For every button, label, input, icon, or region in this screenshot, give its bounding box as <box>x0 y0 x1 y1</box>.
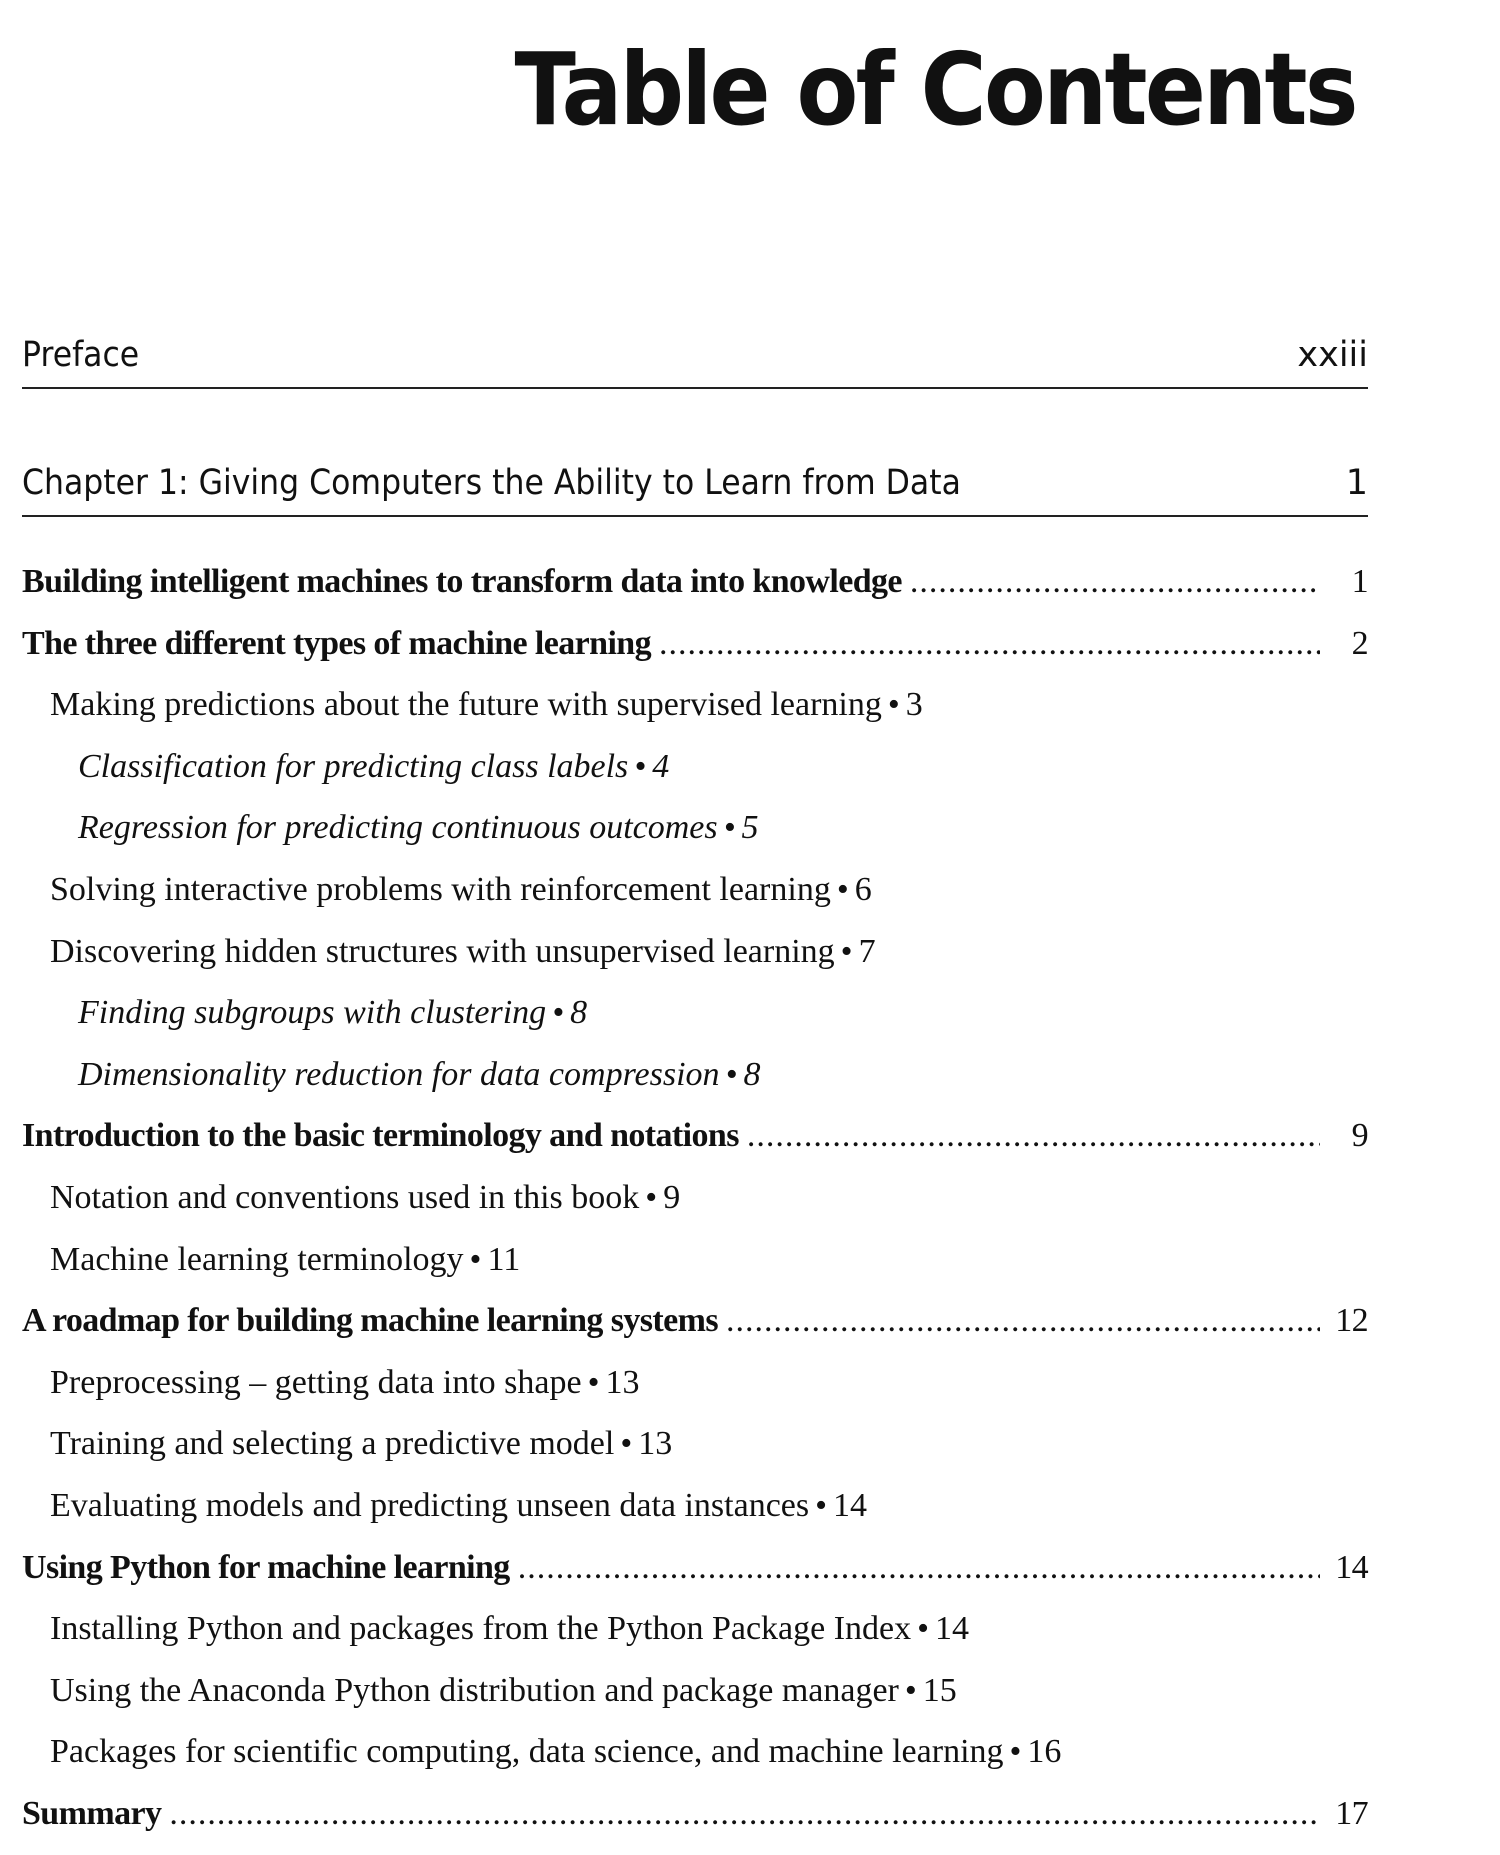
toc-subsection-entry[interactable] <box>22 685 1368 747</box>
toc-subsection-title: Packages for scientific computing, data science, and machine learning <box>50 1733 1004 1771</box>
toc-subsection-page: 14 <box>833 1486 868 1524</box>
bullet-separator: • <box>917 1610 930 1648</box>
toc-section-title: Building intelligent machines to transform data into knowledge <box>22 563 902 600</box>
toc-subsection-entry[interactable] <box>22 1363 1368 1425</box>
bullet-separator: • <box>645 1178 658 1216</box>
toc-subsection-entry[interactable] <box>22 1609 1368 1671</box>
toc-section-title: A roadmap for building machine learning systems <box>22 1302 718 1340</box>
toc-section-page: 17 <box>1335 1794 1368 1832</box>
toc-subsubsection-title: Finding subgroups with clustering <box>78 994 547 1032</box>
bullet-separator: • <box>904 1671 917 1709</box>
chapter-1-label: Chapter 1: Giving Computers the Ability to Learn from Data <box>22 463 961 503</box>
toc-section-entry[interactable] <box>22 1548 1368 1610</box>
bullet-separator: • <box>840 932 853 970</box>
toc-section-title: Using Python for machine learning <box>22 1548 510 1586</box>
toc-section-entry[interactable] <box>22 1794 1368 1855</box>
toc-section-title: Summary <box>22 1794 162 1832</box>
bullet-separator: • <box>587 1363 600 1401</box>
toc-subsection-title: Making predictions about the future with supervised learning <box>50 686 882 724</box>
toc-subsection-entry[interactable] <box>22 1424 1368 1486</box>
toc-subsubsection-title: Classification for predicting class labels <box>78 747 629 785</box>
toc-subsection-title: Solving interactive problems with reinforcement learning <box>50 870 831 908</box>
toc-section-entry[interactable] <box>22 1116 1368 1178</box>
toc-subsection-page: 6 <box>854 870 872 908</box>
page-title: Table of Contents <box>514 31 1356 148</box>
bullet-separator: • <box>469 1240 482 1278</box>
toc-subsection-entry[interactable] <box>22 1732 1368 1794</box>
toc-section-page: 14 <box>1335 1548 1368 1586</box>
toc-subsection-page: 14 <box>935 1610 970 1648</box>
toc-section-page: 9 <box>1351 1117 1368 1155</box>
toc-subsubsection-page: 8 <box>570 994 588 1032</box>
toc-subsection-page: 13 <box>638 1425 673 1463</box>
toc-subsubsection-entry[interactable] <box>22 808 1368 870</box>
toc-subsection-entry[interactable] <box>22 1671 1368 1733</box>
bullet-separator: • <box>1009 1733 1022 1771</box>
preface-entry[interactable] <box>22 335 1368 389</box>
bullet-separator: • <box>620 1425 633 1463</box>
toc-subsubsection-page: 8 <box>743 1055 761 1093</box>
bullet-separator: • <box>634 747 647 785</box>
toc-entry-list <box>22 562 1368 1855</box>
dot-leader <box>910 562 1320 603</box>
chapter-1-page: 1 <box>1345 463 1368 503</box>
toc-subsection-entry[interactable] <box>22 932 1368 994</box>
bullet-separator: • <box>552 994 565 1032</box>
toc-subsection-page: 9 <box>663 1178 681 1216</box>
toc-subsubsection-entry[interactable] <box>22 993 1368 1055</box>
dot-leader <box>518 1548 1320 1589</box>
bullet-separator: • <box>836 870 849 908</box>
toc-subsection-entry[interactable] <box>22 1178 1368 1240</box>
toc-subsection-title: Evaluating models and predicting unseen data instances <box>50 1486 810 1524</box>
toc-subsection-page: 13 <box>605 1363 640 1401</box>
toc-subsection-title: Machine learning terminology <box>50 1240 464 1278</box>
preface-label: Preface <box>22 335 140 375</box>
bullet-separator: • <box>725 1055 738 1093</box>
toc-subsubsection-title: Regression for predicting continuous outcomes <box>78 809 718 847</box>
toc-subsection-entry[interactable] <box>22 870 1368 932</box>
preface-page: xxiii <box>1297 335 1368 375</box>
toc-subsubsection-page: 4 <box>652 747 670 785</box>
toc-subsubsection-title: Dimensionality reduction for data compression <box>78 1055 720 1093</box>
toc-subsubsection-entry[interactable] <box>22 1055 1368 1117</box>
toc-subsubsection-page: 5 <box>741 809 759 847</box>
toc-section-page: 12 <box>1335 1302 1368 1340</box>
bullet-separator: • <box>887 686 900 724</box>
bullet-separator: • <box>723 809 736 847</box>
toc-section-title: Introduction to the basic terminology and notations <box>22 1117 739 1155</box>
dot-leader <box>726 1301 1320 1342</box>
toc-subsection-title: Discovering hidden structures with unsupervised learning <box>50 932 835 970</box>
toc-subsection-title: Installing Python and packages from the Python Package Index <box>50 1610 912 1648</box>
toc-section-page: 1 <box>1351 563 1368 600</box>
toc-subsection-page: 16 <box>1027 1733 1062 1771</box>
toc-subsection-entry[interactable] <box>22 1240 1368 1302</box>
toc-section-title: The three different types of machine learning <box>22 624 651 662</box>
toc-subsection-entry[interactable] <box>22 1486 1368 1548</box>
bullet-separator: • <box>815 1486 828 1524</box>
toc-subsection-title: Using the Anaconda Python distribution and package manager <box>50 1671 899 1709</box>
toc-subsubsection-entry[interactable] <box>22 747 1368 809</box>
toc-section-entry[interactable] <box>22 562 1368 624</box>
toc-subsection-title: Preprocessing – getting data into shape <box>50 1363 582 1401</box>
chapter-1-heading[interactable] <box>22 463 1368 517</box>
toc-section-page: 2 <box>1351 624 1368 662</box>
toc-subsection-page: 7 <box>858 932 876 970</box>
toc-section-entry[interactable] <box>22 624 1368 686</box>
toc-subsection-page: 3 <box>905 686 923 724</box>
toc-subsection-page: 11 <box>487 1240 521 1278</box>
dot-leader <box>747 1116 1320 1157</box>
toc-subsection-title: Training and selecting a predictive model <box>50 1425 615 1463</box>
dot-leader <box>169 1794 1320 1835</box>
toc-subsection-page: 15 <box>922 1671 957 1709</box>
toc-section-entry[interactable] <box>22 1301 1368 1363</box>
dot-leader <box>659 624 1320 665</box>
toc-subsection-title: Notation and conventions used in this book <box>50 1178 640 1216</box>
